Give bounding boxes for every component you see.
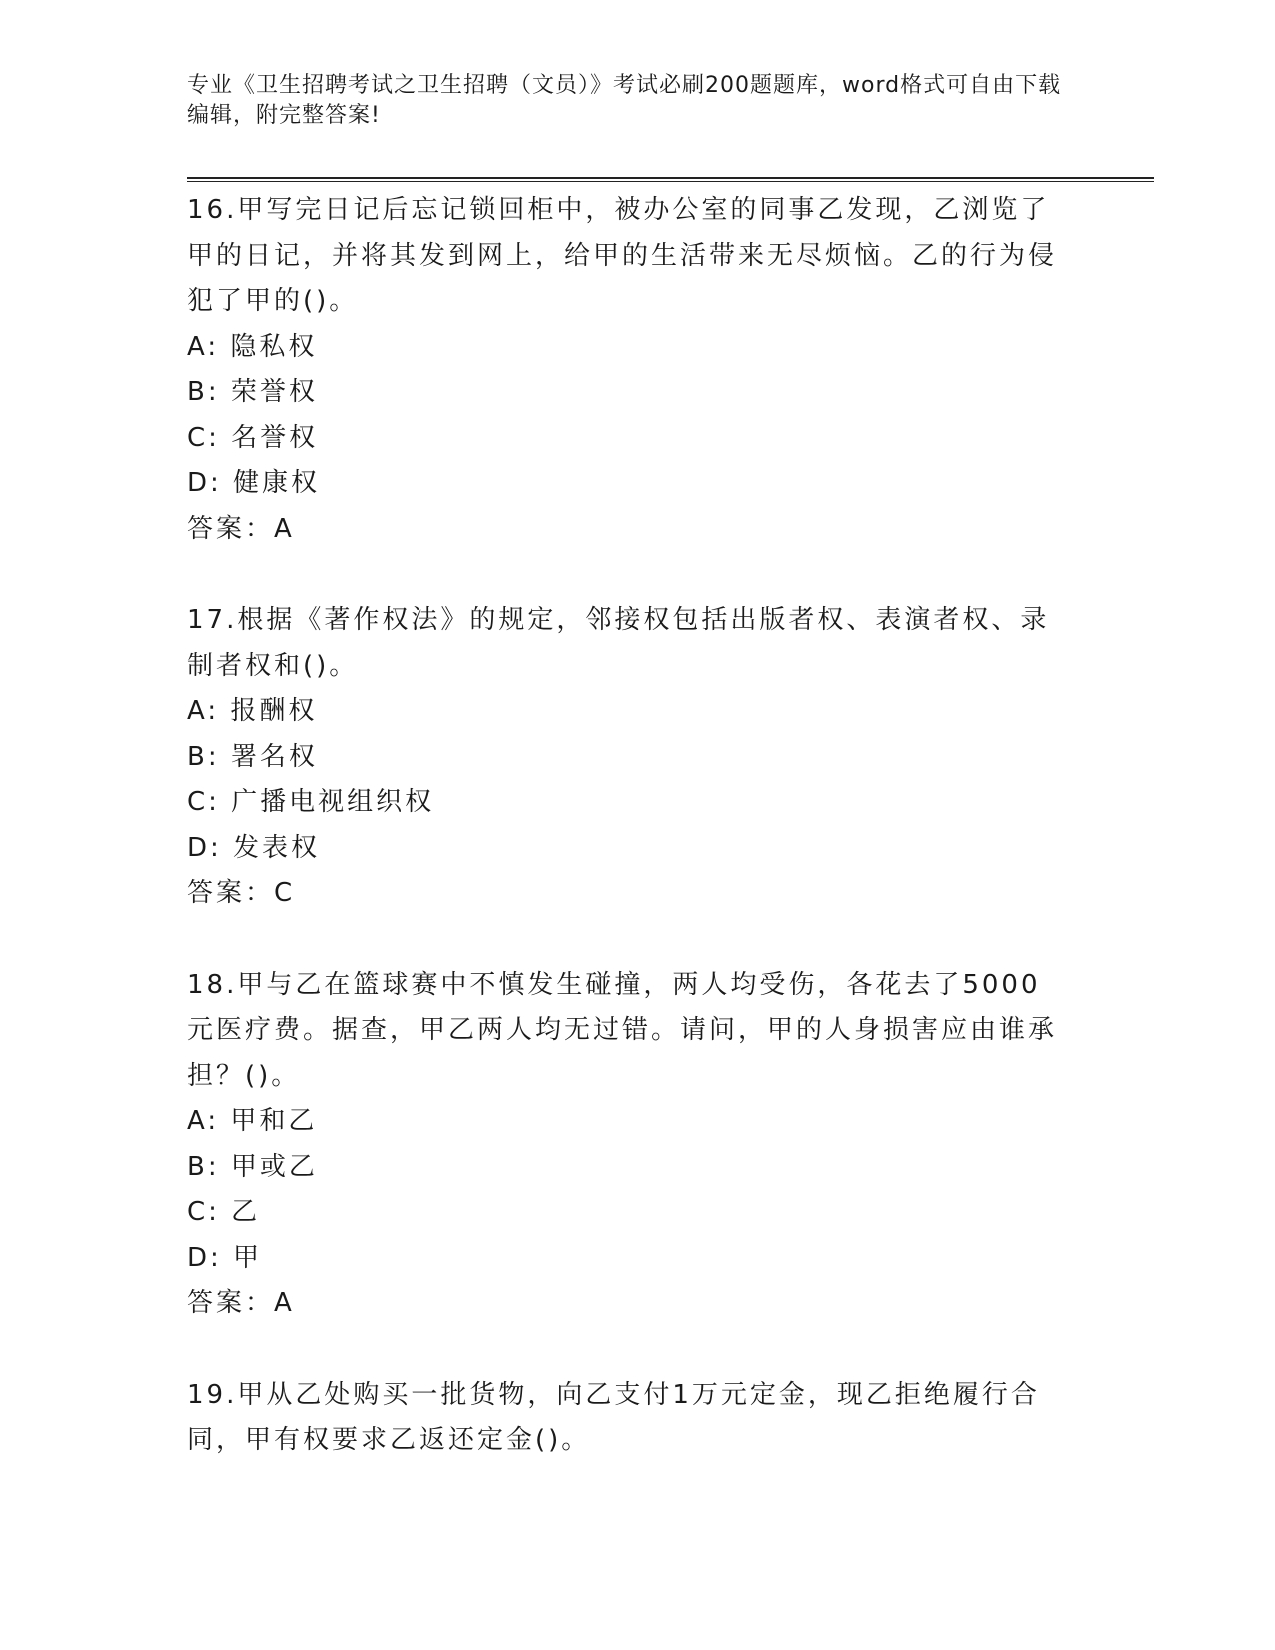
question-18	[187, 963, 1067, 1327]
answer: 答案：A	[187, 513, 295, 544]
option-c: C: 广播电视组织权	[187, 787, 435, 817]
document-header: 专业《卫生招聘考试之卫生招聘（文员）》考试必刷200题题库，word格式可自由下载编辑，附完整答案!	[187, 73, 1062, 128]
question-list	[187, 188, 1067, 1510]
option-c: C: 名誉权	[187, 422, 319, 453]
question-16	[187, 188, 1067, 552]
option-a: A: 甲和乙	[187, 1106, 318, 1136]
question-stem: 19.甲从乙处购买一批货物，向乙支付1万元定金，现乙拒绝履行合同，甲有权要求乙返还定金()。	[187, 1379, 1040, 1455]
option-a: A: 报酬权	[187, 696, 318, 726]
option-b: B: 甲或乙	[187, 1151, 318, 1182]
option-d: D: 健康权	[187, 468, 321, 498]
answer: 答案：A	[187, 1288, 295, 1318]
question-19	[187, 1373, 1067, 1464]
option-d: D: 发表权	[187, 832, 321, 863]
option-b: B: 署名权	[187, 741, 318, 772]
question-17	[187, 598, 1067, 917]
option-d: D: 甲	[187, 1242, 263, 1273]
answer: 答案：C	[187, 878, 296, 908]
question-stem: 18.甲与乙在篮球赛中不慎发生碰撞，两人均受伤，各花去了5000元医疗费。据查，甲乙两人均无过错。请问，甲的人身损害应由谁承担？()。	[187, 969, 1058, 1091]
option-b: B: 荣誉权	[187, 377, 318, 407]
question-stem: 16.甲写完日记后忘记锁回柜中，被办公室的同事乙发现，乙浏览了甲的日记，并将其发到网上，给甲的生活带来无尽烦恼。乙的行为侵犯了甲的()。	[187, 195, 1058, 316]
question-stem: 17.根据《著作权法》的规定，邻接权包括出版者权、表演者权、录制者权和()。	[187, 605, 1050, 681]
option-a: A: 隐私权	[187, 331, 318, 362]
option-c: C: 乙	[187, 1197, 261, 1227]
header-divider	[187, 177, 1154, 182]
